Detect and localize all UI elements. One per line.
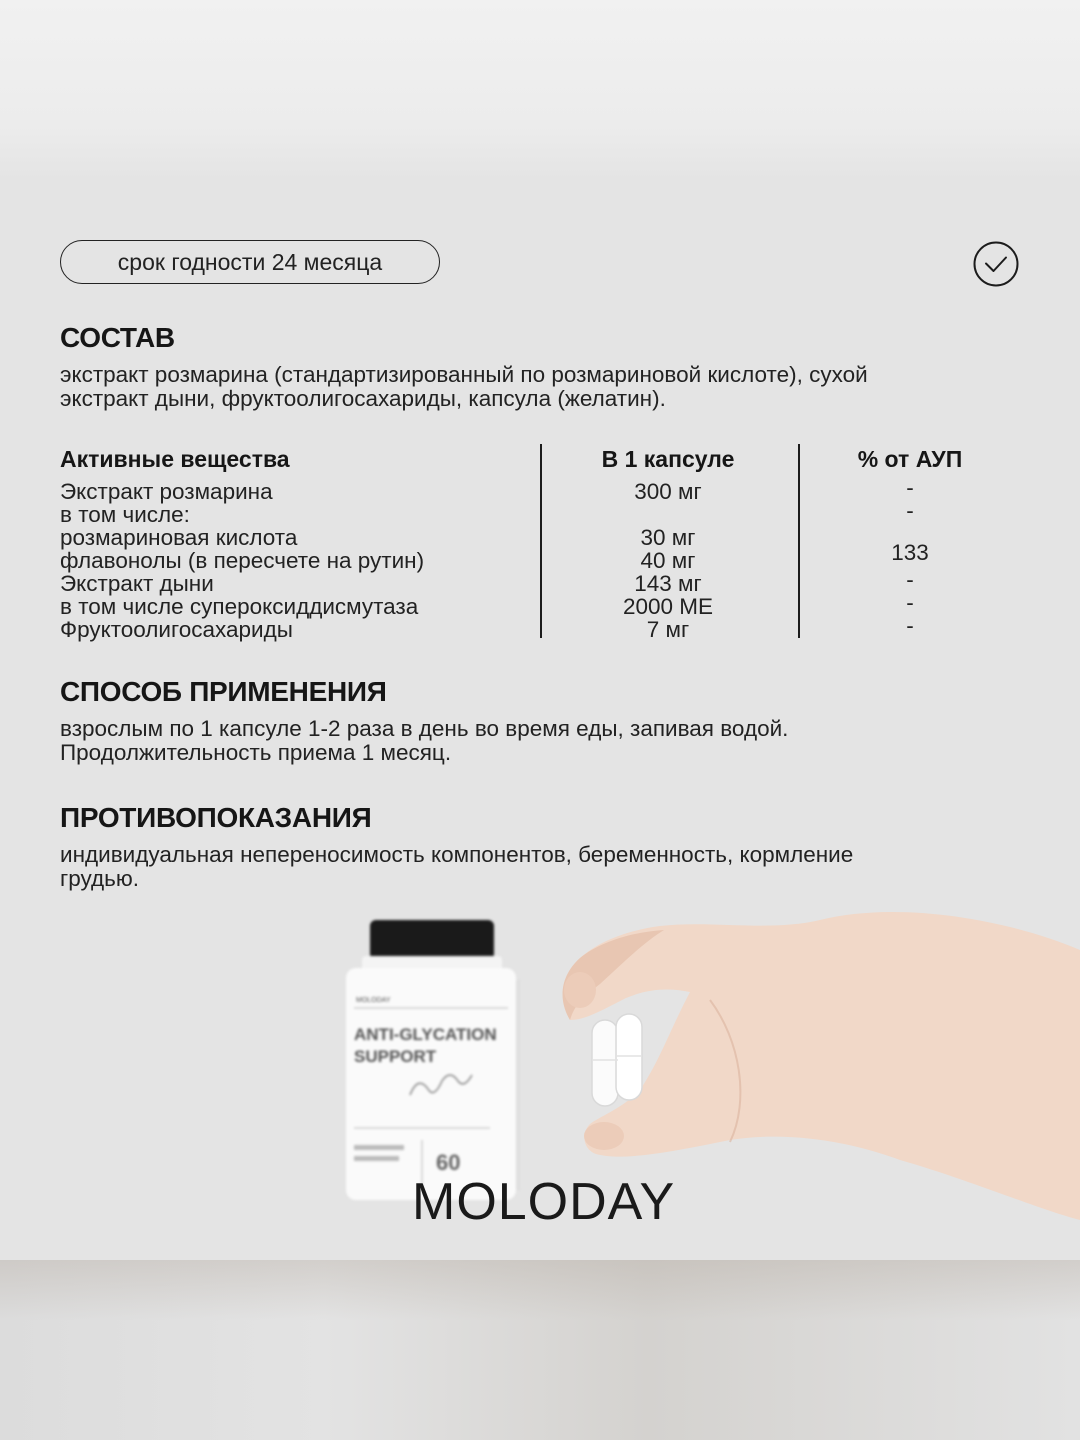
active-substances-table: [60, 442, 1020, 642]
row-amount: 40 мг: [640, 548, 696, 573]
bottle-label-line2: SUPPORT: [354, 1047, 437, 1066]
usage-text-line1: взрослым по 1 капсуле 1-2 раза в день во время еды, запивая водой.: [60, 716, 789, 741]
composition-text-line2: экстракт дыни, фруктоолигосахариды, капсула (желатин).: [60, 386, 666, 411]
table-header-per-capsule: В 1 капсуле: [601, 446, 735, 472]
shelf-life-badge: срок годности 24 месяца: [60, 240, 440, 284]
supplement-bottle-image: [340, 920, 520, 1200]
row-amount: 143 мг: [634, 571, 702, 596]
row-amount: 30 мг: [640, 525, 696, 550]
row-name: розмариновая кислота: [60, 525, 298, 550]
table-header-substances: Активные вещества: [60, 446, 290, 472]
row-name: Фруктоолигосахариды: [60, 617, 293, 642]
table-header-percent: % от АУП: [857, 446, 963, 472]
bottle-brand-text: MOLODAY: [356, 997, 391, 1004]
row-percent: -: [906, 498, 914, 523]
row-percent: 133: [891, 540, 929, 565]
table-row: [60, 498, 1020, 527]
usage-text: [60, 717, 1020, 765]
brand-logo: MOLODAY: [412, 1173, 676, 1231]
row-percent: -: [906, 613, 914, 638]
product-info-card: [0, 180, 1080, 1260]
row-amount: 300 мг: [634, 479, 702, 504]
contraindications-text-line2: грудью.: [60, 866, 139, 891]
table-row: [60, 613, 1020, 642]
bottle-count: 60: [436, 1150, 461, 1175]
composition-text: [60, 363, 1020, 411]
composition-text-line1: экстракт розмарина (стандартизированный по розмариновой кислоте), сухой: [60, 362, 868, 387]
usage-text-line2: Продолжительность приема 1 месяц.: [60, 740, 452, 765]
row-amount: 2000 МЕ: [622, 594, 714, 619]
row-amount: 7 мг: [646, 617, 690, 642]
row-percent: -: [906, 590, 914, 615]
contraindications-heading: ПРОТИВОПОКАЗАНИЯ: [60, 802, 372, 833]
row-name: Экстракт розмарина: [60, 479, 273, 504]
check-circle-icon: [973, 241, 1019, 287]
bottle-label-line1: ANTI-GLYCATION: [354, 1025, 497, 1044]
top-background: [0, 0, 1080, 180]
row-percent: -: [906, 475, 914, 500]
row-name: Экстракт дыни: [60, 571, 214, 596]
row-name: в том числе супероксиддисмутаза: [60, 594, 419, 619]
usage-heading: СПОСОБ ПРИМЕНЕНИЯ: [60, 676, 387, 707]
composition-heading: СОСТАВ: [60, 322, 175, 353]
row-percent: -: [906, 567, 914, 592]
row-name: в том числе:: [60, 502, 190, 527]
row-name: флавонолы (в пересчете на рутин): [60, 548, 425, 573]
bottom-background: [0, 1260, 1080, 1440]
contraindications-text-line1: индивидуальная непереносимость компонентов, беременность, кормление: [60, 842, 854, 867]
